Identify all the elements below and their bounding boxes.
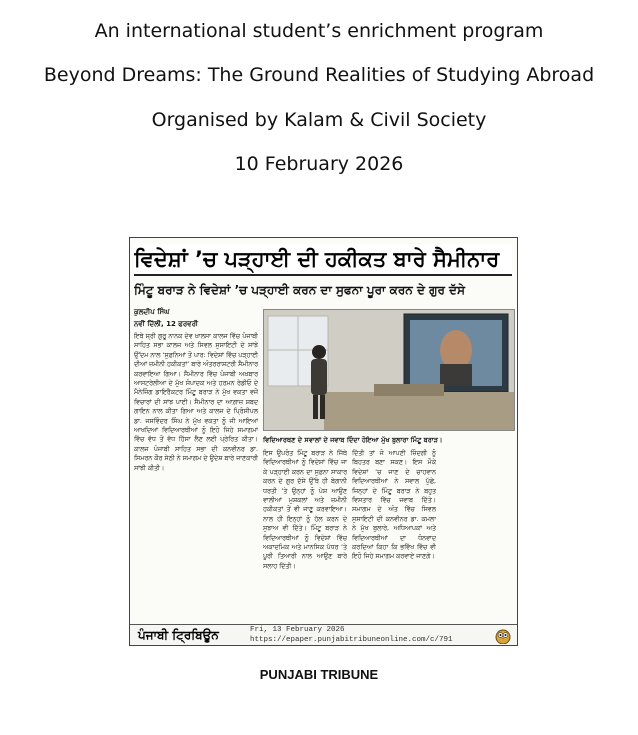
source-label: PUNJABI TRIBUNE — [259, 667, 379, 682]
clipping-byline: ਕੁਲਦੀਪ ਸਿੰਘ — [134, 308, 170, 316]
clipping-footer — [130, 624, 517, 646]
newspaper-clipping — [129, 237, 518, 646]
photo-caption: ਵਿਦਿਆਰਥਣ ਦੇ ਸਵਾਲਾਂ ਦੇ ਜਵਾਬ ਦਿੰਦਾ ਹੋਇਆ ਮੁੱਖ ਬੁਲਾਰਾ ਮਿੰਟੂ ਬਰਾੜ। — [263, 436, 443, 444]
event-date: 10 February 2026 — [234, 153, 404, 175]
program-title: An international student’s enrichment program — [94, 20, 544, 42]
seminar-photo — [263, 309, 515, 431]
article-column-1: ਇਥੇ ਸ੍ਰੀ ਗੁਰੂ ਨਾਨਕ ਦੇਵ ਖ਼ਾਲਸਾ ਕਾਲਜ ਵਿੱਚ ਪੰਜਾਬੀ ਸਾਹਿਤ ਸਭਾ ਕਾਲਜ ਅਤੇ ਸਿਵਲ ਸੁਸਾਇਟੀ ਦੇ ਸਾਂਝੇ ਉੱਦਮ ਨਾਲ ‘ਸੁਫ਼ਨਿਆਂ ਤੋਂ ਪਾਰ: ਵਿਦੇਸ਼ਾਂ ਵਿੱਚ ਪੜ੍ਹਾਈ ਦੀਆਂ ਜ਼ਮੀਨੀ ਹਕੀਕਤਾਂ’ ਬਾਰੇ ਅੰਤਰਰਾਸ਼ਟਰੀ ਸੈਮੀਨਾਰ ਕਰਵਾਇਆ ਗਿਆ। ਸੈਮੀਨਾਰ ਵਿੱਚ ਪੰਜਾਬੀ ਅਖ਼ਬਾਰ ਆਸਟਰੇਲੀਆ ਦੇ ਮੁੱਖ ਸੰਪਾਦਕ ਅਤੇ ਹਰਮਨ ਰੇਡੀਓ ਦੇ ਮੈਨੇਜਿੰਗ ਡਾਇਰੈਕਟਰ ਮਿੰਟੂ ਬਰਾੜ ਨੇ ਮੁੱਖ ਵਕਤਾ ਵਜੋਂ ਵਿਚਾਰਾਂ ਦੀ ਸਾਂਝ ਪਾਈ। ਸੈਮੀਨਾਰ ਦਾ ਆਗ਼ਾਜ਼ ਸ਼ਬਦ ਗਾਇਨ ਨਾਲ ਕੀਤਾ ਗਿਆ ਅਤੇ ਕਾਲਜ ਦੇ ਪ੍ਰਿੰਸੀਪਲ ਡਾ. ਜਸਵਿੰਦਰ ਸਿੰਘ ਨੇ ਮੁੱਖ ਵਕਤਾ ਨੂੰ ਜੀ ਆਇਆਂ ਆਖਦਿਆਂ ਵਿਦਿਆਰਥੀਆਂ ਨੂੰ ਇਹੋ ਜਿਹੇ ਸਮਾਗਮਾਂ ਵਿੱਚ ਵੱਧ ਤੋਂ ਵੱਧ ਹਿੱਸਾ ਲੈਣ ਲਈ ਪ੍ਰੇਰਿਤ ਕੀਤਾ। ਕਾਲਜ ਪੰਜਾਬੀ ਸਾਹਿਤ ਸਭਾ ਦੀ ਕਨਵੀਨਰ ਡਾ. ਸਿਮਰਨ ਕੌਰ ਸੇਠੀ ਨੇ ਸਮਾਗਮ ਦੇ ਉਦੇਸ਼ ਬਾਰੇ ਜਾਣਕਾਰੀ ਸਾਂਝੀ ਕੀਤੀ। — [134, 333, 258, 472]
article-column-2: ਇਸ ਉਪਰੰਤ ਮਿੰਟੂ ਬਰਾੜ ਨੇ ਜਿੱਥੇ ਵਿਦਿਆਰਥੀਆਂ ਨੂੰ ਵਿਦੇਸ਼ਾਂ ਵਿੱਚ ਜਾ ਕੇ ਪੜ੍ਹਾਈ ਕਰਨ ਦਾ ਸੁਫ਼ਨਾ ਸਾਕਾਰ ਕਰਨ ਦੇ ਗੁਰ ਦੱਸੇ ਉੱਥੇ ਹੀ ਬੇਗਾਨੀ ਧਰਤੀ ’ਤੇ ਉਨ੍ਹਾਂ ਨੂੰ ਪੇਸ਼ ਆਉਣ ਵਾਲੀਆਂ ਮੁਸ਼ਕਲਾਂ ਅਤੇ ਜ਼ਮੀਨੀ ਹਕੀਕਤਾਂ ਤੋਂ ਵੀ ਜਾਣੂ ਕਰਵਾਇਆ। ਨਾਲ ਹੀ ਇਨ੍ਹਾਂ ਨੂੰ ਹੱਲ ਕਰਨ ਦੇ ਸੁਝਾਅ ਵੀ ਦਿੱਤੇ। ਮਿੰਟੂ ਬਰਾੜ ਨੇ ਵਿਦਿਆਰਥੀਆਂ ਨੂੰ ਵਿਦੇਸ਼ਾਂ ਵਿੱਚ ਅਕਾਦਮਿਕ ਅਤੇ ਮਾਨਸਿਕ ਪੱਧਰ ’ਤੇ ਪੂਰੀ ਤਿਆਰੀ ਨਾਲ ਆਉਣ ਬਾਰੇ ਸਲਾਹ ਦਿੱਤੀ। — [263, 450, 347, 570]
clipping-subheadline: ਮਿੰਟੂ ਬਰਾੜ ਨੇ ਵਿਦੇਸ਼ਾਂ ’ਚ ਪੜ੍ਹਾਈ ਕਰਨ ਦਾ ਸੁਫਨਾ ਪੂਰਾ ਕਰਨ ਦੇ ਗੁਰ ਦੱਸੇ — [134, 283, 465, 297]
article-column-3: ਦਿੱਤੀ ਤਾਂ ਜੋ ਆਪਣੀ ਜ਼ਿੰਦਗੀ ਨੂੰ ਬਿਹਤਰ ਬਣਾ ਸਕਣ। ਇਸ ਮੌਕੇ ਵਿਦੇਸ਼ਾਂ ’ਚ ਜਾਣ ਦੇ ਚਾਹਵਾਨ ਵਿਦਿਆਰਥੀਆਂ ਨੇ ਸਵਾਲ ਪੁੱਛੇ, ਜਿਨ੍ਹਾਂ ਦੇ ਮਿੰਟੂ ਬਰਾੜ ਨੇ ਬਹੁਤ ਵਿਸਤਾਰ ਵਿੱਚ ਜਵਾਬ ਦਿੱਤੇ। ਸਮਾਗਮ ਦੇ ਅੰਤ ਵਿੱਚ ਸਿਵਲ ਸੁਸਾਇਟੀ ਦੀ ਕਨਵੀਨਰ ਡਾ. ਕਮਲਾ ਨੇ ਮੁੱਖ ਬੁਲਾਰੇ, ਅਧਿਆਪਕਾਂ ਅਤੇ ਵਿਦਿਆਰਥੀਆਂ ਦਾ ਧੰਨਵਾਦ ਕਰਦਿਆਂ ਕਿਹਾ ਕਿ ਭਵਿੱਖ ਵਿੱਚ ਵੀ ਇਹੋ ਜਿਹੇ ਸਮਾਗਮ ਕਰਵਾਏ ਜਾਣਗੇ। — [352, 450, 436, 561]
program-subtitle: Beyond Dreams: The Ground Realities of Studying Abroad — [43, 64, 595, 86]
issue-date: Fri, 13 February 2026 — [250, 626, 345, 634]
epaper-url: https://epaper.punjabitribuneonline.com/c/791 — [250, 636, 453, 644]
clipping-headline: ਵਿਦੇਸ਼ਾਂ ’ਚ ਪੜ੍ਹਾਈ ਦੀ ਹਕੀਕਤ ਬਾਰੇ ਸੈਮੀਨਾਰ — [134, 244, 512, 276]
article-column-4 — [441, 449, 515, 625]
newspaper-masthead: ਪੰਜਾਬੀ ਟ੍ਰਿਬਿਊਨ — [138, 628, 219, 642]
owl-icon — [495, 627, 511, 644]
organiser-line: Organised by Kalam & Civil Society — [151, 109, 487, 131]
seminar-photo-graphic — [264, 310, 514, 430]
clipping-dateline: ਨਵੀਂ ਦਿੱਲੀ, 12 ਫਰਵਰੀ — [134, 320, 199, 328]
